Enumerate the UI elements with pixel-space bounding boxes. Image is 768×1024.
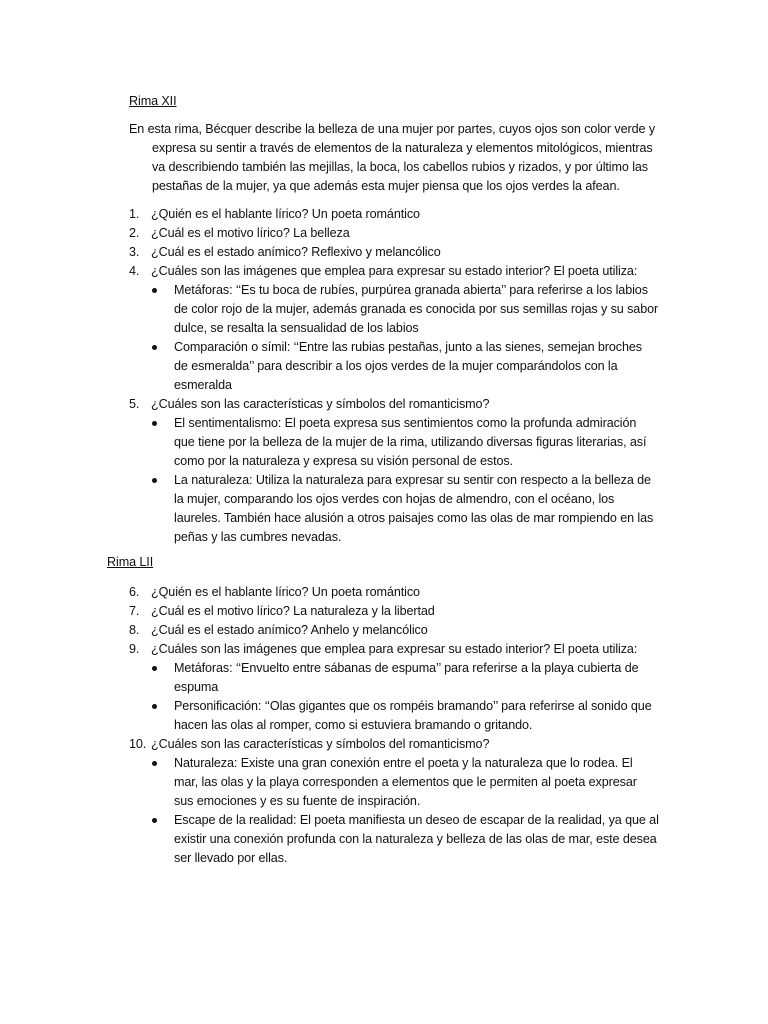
question-list-rima-lii (129, 583, 689, 868)
question-text: ¿Cuál es el estado anímico? Anhelo y melancólico (151, 623, 428, 637)
question-item (129, 583, 689, 602)
question-number: 7. (129, 604, 140, 618)
question-text: ¿Quién es el hablante lírico? Un poeta romántico (151, 207, 420, 221)
bullet-icon (152, 704, 157, 709)
question-text: ¿Cuál es el estado anímico? Reflexivo y melancólico (151, 245, 441, 259)
question-item (129, 243, 689, 262)
question-item (129, 621, 689, 640)
bullet-item (129, 659, 689, 697)
question-item (129, 640, 689, 659)
bullet-line: dulce, se resalta la sensualidad de los labios (174, 321, 419, 335)
bullet-line: sus emociones y es su fuente de inspiración. (174, 794, 421, 808)
bullet-icon (152, 761, 157, 766)
bullet-icon (152, 666, 157, 671)
question-number: 9. (129, 642, 140, 656)
intro-paragraph (129, 120, 674, 196)
question-list-rima-xii (129, 205, 689, 547)
intro-line: En esta rima, Bécquer describe la belleza de una mujer por partes, cuyos ojos son color verde y (129, 122, 656, 136)
question-text: ¿Cuál es el motivo lírico? La naturaleza y la libertad (151, 604, 435, 618)
bullet-line: de color rojo de la mujer, además granada es conocida por sus semillas rojas y su sabor (174, 302, 659, 316)
bullet-line: ser llevado por ellas. (174, 851, 288, 865)
bullet-item (129, 811, 689, 868)
intro-line: expresa su sentir a través de elementos de la naturaleza y elementos mitológicos, mientras (152, 141, 653, 155)
bullet-line: existir una conexión profunda con la naturaleza y belleza de las olas de mar, este desea (174, 832, 657, 846)
question-item (129, 602, 689, 621)
bullet-line: como por la naturaleza y expresa su visión personal de estos. (174, 454, 514, 468)
bullet-line: Metáforas: ‘‘Es tu boca de rubíes, purpúrea granada abierta’’ para referirse a los labios (174, 283, 648, 297)
question-number: 8. (129, 623, 140, 637)
bullet-item (129, 281, 689, 338)
bullet-icon (152, 421, 157, 426)
question-item (129, 205, 689, 224)
bullet-line: que tiene por la belleza de la mujer de la rima, utilizando diversas figuras literarias, así (174, 435, 647, 449)
question-item (129, 224, 689, 243)
question-text: ¿Cuáles son las características y símbolos del romanticismo? (151, 397, 490, 411)
bullet-item (129, 754, 689, 811)
question-number: 2. (129, 226, 140, 240)
question-number: 3. (129, 245, 140, 259)
question-item (129, 262, 689, 281)
question-text: ¿Cuál es el motivo lírico? La belleza (151, 226, 350, 240)
bullet-line: Personificación: ‘‘Olas gigantes que os rompéis bramando’’ para referirse al sonido que (174, 699, 652, 713)
question-number: 6. (129, 585, 140, 599)
bullet-line: de esmeralda’’ para describir a los ojos verdes de la mujer comparándolos con la (174, 359, 618, 373)
bullet-item (129, 697, 689, 735)
bullet-line: Naturaleza: Existe una gran conexión entre el poeta y la naturaleza que lo rodea. El (174, 756, 633, 770)
intro-line: va describiendo también las mejillas, la boca, los cabellos rubios y rizados, y por último las (152, 160, 648, 174)
bullet-line: laureles. También hace alusión a otros paisajes como las olas de mar rompiendo en las (174, 511, 654, 525)
bullet-line: Comparación o símil: ‘‘Entre las rubias pestañas, junto a las sienes, semejan broches (174, 340, 642, 354)
intro-line: pestañas de la mujer, ya que además esta mujer piensa que los ojos verdes la afean. (152, 179, 620, 193)
bullet-icon (152, 288, 157, 293)
bullet-line: esmeralda (174, 378, 232, 392)
question-number: 5. (129, 397, 140, 411)
section-title-rima-xii: Rima XII (129, 94, 177, 108)
bullet-icon (152, 818, 157, 823)
bullet-line: hacen las olas al romper, como si estuviera bramando o gritando. (174, 718, 533, 732)
bullet-line: peñas y las cumbres nevadas. (174, 530, 342, 544)
bullet-item (129, 338, 689, 395)
question-number: 10. (129, 737, 147, 751)
bullet-item (129, 471, 689, 547)
bullet-line: mar, las olas y la playa corresponden a elementos que le permiten al poeta expresar (174, 775, 637, 789)
bullet-line: La naturaleza: Utiliza la naturaleza para expresar su sentir con respecto a la belleza de (174, 473, 651, 487)
question-item (129, 395, 689, 414)
bullet-line: Metáforas: ‘‘Envuelto entre sábanas de espuma’’ para referirse a la playa cubierta de (174, 661, 639, 675)
bullet-line: Escape de la realidad: El poeta manifiesta un deseo de escapar de la realidad, ya que al (174, 813, 659, 827)
bullet-icon (152, 345, 157, 350)
section-title-rima-lii: Rima LII (107, 555, 154, 569)
question-item (129, 735, 689, 754)
bullet-line: espuma (174, 680, 219, 694)
bullet-line: la mujer, comparando los ojos verdes con hojas de almendro, con el océano, los (174, 492, 615, 506)
question-number: 4. (129, 264, 140, 278)
question-text: ¿Cuáles son las características y símbolos del romanticismo? (151, 737, 490, 751)
question-number: 1. (129, 207, 140, 221)
question-text: ¿Quién es el hablante lírico? Un poeta romántico (151, 585, 420, 599)
bullet-line: El sentimentalismo: El poeta expresa sus sentimientos como la profunda admiración (174, 416, 637, 430)
bullet-icon (152, 478, 157, 483)
question-text: ¿Cuáles son las imágenes que emplea para expresar su estado interior? El poeta utiliza: (151, 642, 638, 656)
bullet-item (129, 414, 689, 471)
question-text: ¿Cuáles son las imágenes que emplea para expresar su estado interior? El poeta utiliza: (151, 264, 638, 278)
